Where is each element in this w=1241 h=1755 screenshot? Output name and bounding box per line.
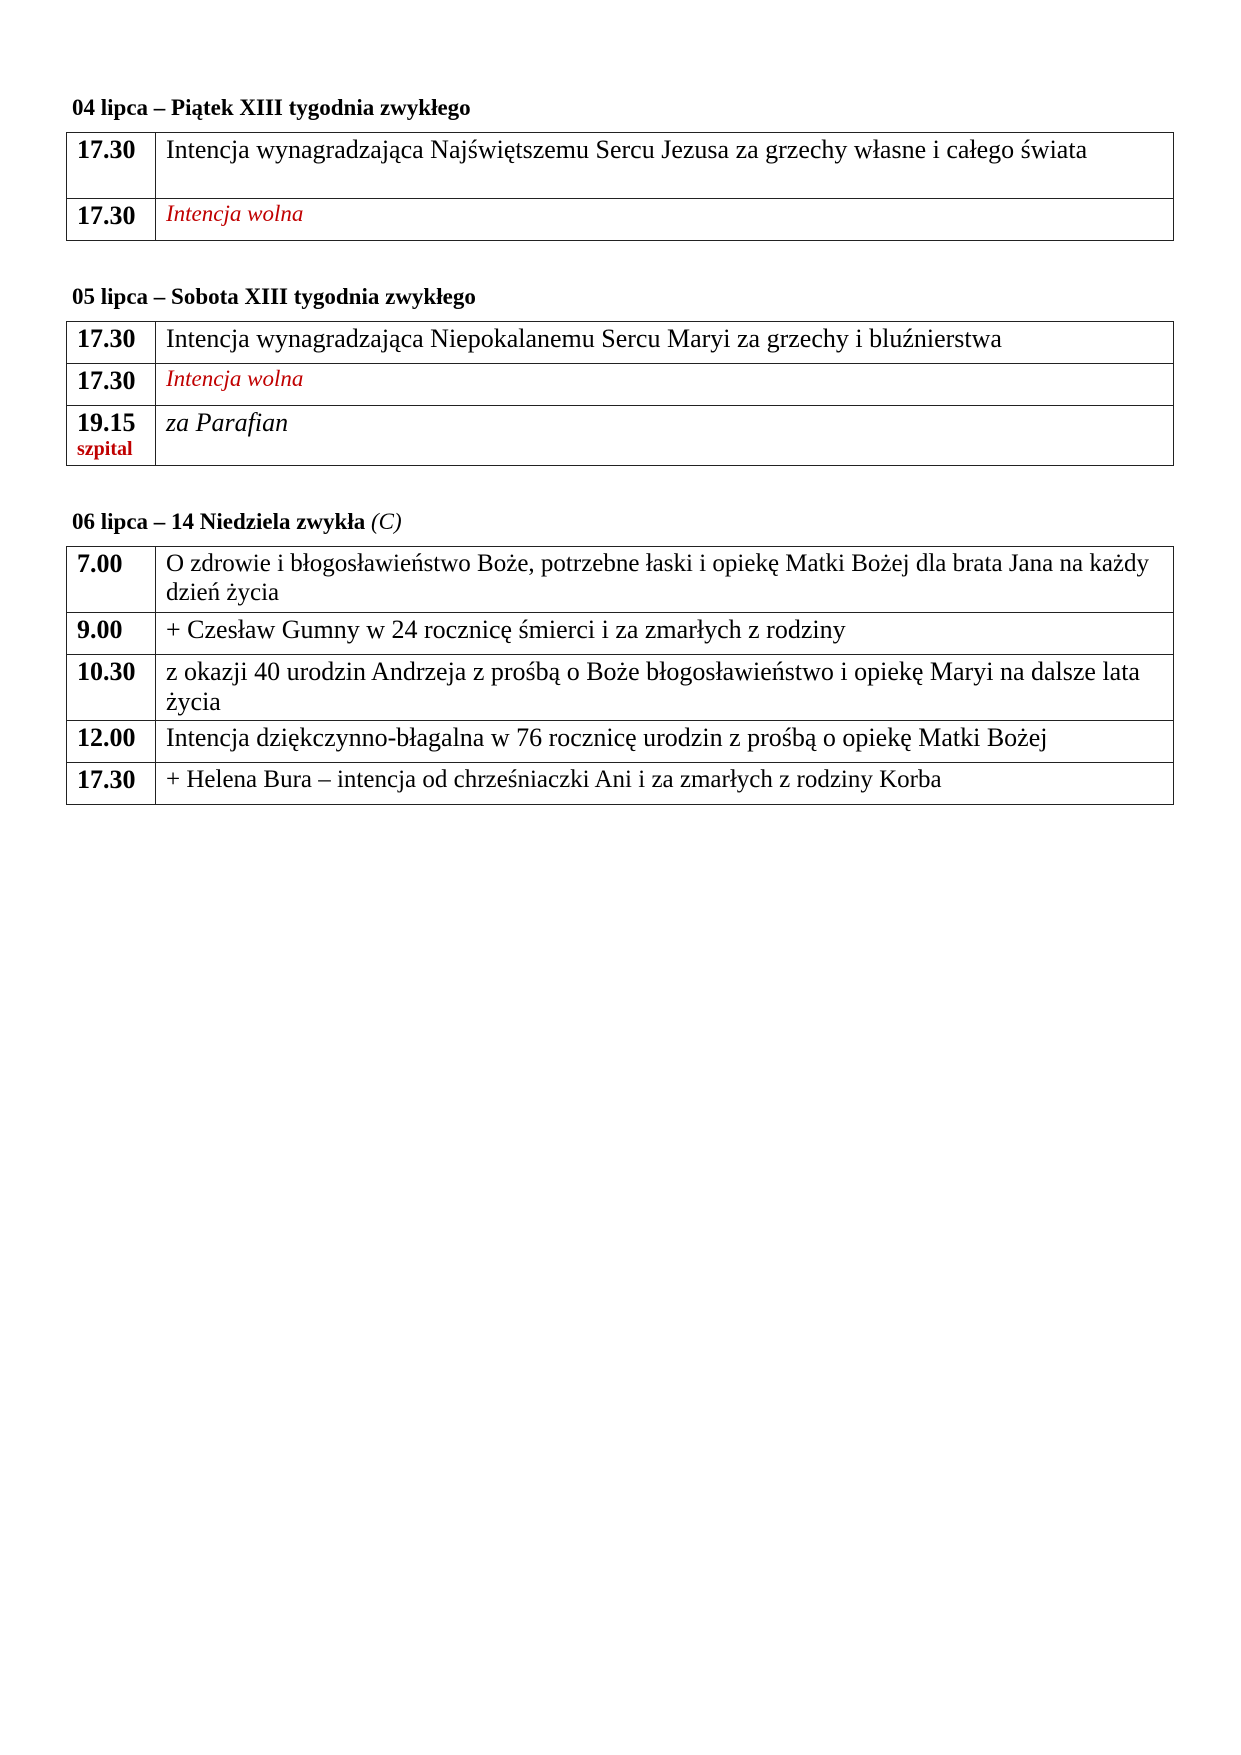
- intention-text: Intencja wynagradzająca Niepokalanemu Sercu Maryi za grzechy i bluźnierstwa: [156, 322, 1174, 364]
- mass-place: szpital: [77, 438, 133, 460]
- table-row: [67, 613, 1174, 655]
- intention-text: O zdrowie i błogosławieństwo Boże, potrzebne łaski i opiekę Matki Bożej dla brata Jana na każdy dzień życia: [156, 547, 1174, 613]
- intentions-table: [66, 321, 1174, 466]
- mass-time: 19.15 szpital: [67, 406, 156, 466]
- mass-time: 17.30: [67, 133, 156, 199]
- intentions-table: [66, 546, 1174, 805]
- day-section-saturday: [66, 283, 1174, 466]
- table-row: [67, 547, 1174, 613]
- mass-time: 7.00: [67, 547, 156, 613]
- mass-time: 9.00: [67, 613, 156, 655]
- mass-time: 12.00: [67, 721, 156, 763]
- table-row: [67, 763, 1174, 805]
- intention-text: za Parafian: [156, 406, 1174, 466]
- intention-text: + Helena Bura – intencja od chrześniaczki Ani i za zmarłych z rodziny Korba: [156, 763, 1174, 805]
- table-row: [67, 406, 1174, 466]
- day-section-sunday: [66, 508, 1174, 805]
- intention-text: Intencja dziękczynno-błagalna w 76 rocznicę urodzin z prośbą o opiekę Matki Bożej: [156, 721, 1174, 763]
- intention-text: + Czesław Gumny w 24 rocznicę śmierci i za zmarłych z rodziny: [156, 613, 1174, 655]
- day-heading: 04 lipca – Piątek XIII tygodnia zwykłego: [72, 95, 471, 120]
- intentions-table: [66, 132, 1174, 241]
- day-heading: 06 lipca – 14 Niedziela zwykła (C): [72, 509, 402, 534]
- mass-time: 17.30: [67, 322, 156, 364]
- mass-time: 17.30: [67, 199, 156, 241]
- day-heading: 05 lipca – Sobota XIII tygodnia zwykłego: [72, 284, 476, 309]
- mass-time: 17.30: [67, 763, 156, 805]
- table-row: [67, 133, 1174, 199]
- table-row: [67, 721, 1174, 763]
- intention-text: Intencja wolna: [156, 364, 1174, 406]
- mass-time: 10.30: [67, 655, 156, 721]
- table-row: [67, 655, 1174, 721]
- day-section-friday: [66, 94, 1174, 241]
- table-row: [67, 199, 1174, 241]
- table-row: [67, 364, 1174, 406]
- intention-text: z okazji 40 urodzin Andrzeja z prośbą o Boże błogosławieństwo i opiekę Maryi na dalsze lata życia: [156, 655, 1174, 721]
- mass-time: 17.30: [67, 364, 156, 406]
- intention-text: Intencja wynagradzająca Najświętszemu Sercu Jezusa za grzechy własne i całego świata: [156, 133, 1174, 199]
- intention-text: Intencja wolna: [156, 199, 1174, 241]
- table-row: [67, 322, 1174, 364]
